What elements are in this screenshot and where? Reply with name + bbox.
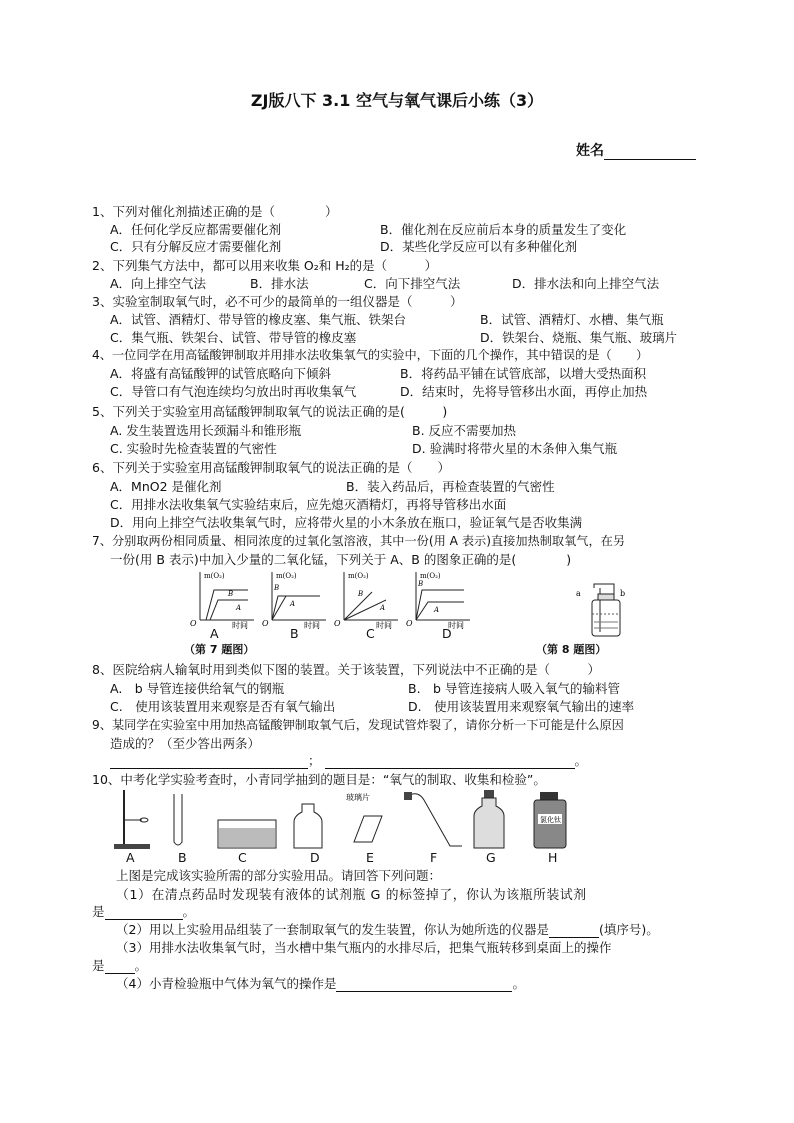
q10-part4-end: 。 xyxy=(512,976,525,991)
apparatus-a-iron-stand xyxy=(114,790,150,849)
q7-figure-caption: （第 7 题图） xyxy=(184,643,255,656)
q6-option-a: A．MnO2 是催化剂 xyxy=(110,479,222,494)
q10-part3-line1: （3）用排水法收集氧气时，当水槽中集气瓶内的水排尽后，把集气瓶转移到桌面上的操作 xyxy=(116,940,612,955)
graph-a-curve-b: B xyxy=(228,590,234,598)
q10-part1-line2 xyxy=(92,902,195,920)
graph-c-label: C xyxy=(366,626,375,641)
graph-c-xlabel: 时间 xyxy=(376,621,392,630)
q10-part1-end: 。 xyxy=(182,904,196,919)
q3-option-b: B．试管、酒精灯、水槽、集气瓶 xyxy=(480,312,664,327)
apparatus-c-trough xyxy=(218,820,276,848)
apparatus-h-tag: 氯化钛 xyxy=(540,816,561,824)
apparatus-e-tag: 玻璃片 xyxy=(346,793,370,802)
q4-stem: 4、一位同学在用高锰酸钾制取并用排水法收集氧气的实验中，下面的几个操作，其中错误的是（ ） xyxy=(92,348,649,362)
q8-option-c: C. 使用该装置用来观察是否有氧气输出 xyxy=(110,699,336,714)
q10-part1-line1: （1）在清点药品时发现装有液体的试剂瓶 G 的标签掉了，你认为该瓶所装试剂 xyxy=(116,888,587,903)
apparatus-g-label: G xyxy=(486,850,496,865)
q9-line2: 造成的？（至少答出两条） xyxy=(110,736,261,751)
q10-part4 xyxy=(116,974,525,992)
apparatus-f-label: F xyxy=(430,850,438,865)
graph-d-origin: O xyxy=(406,619,413,628)
q1-option-a: A．任何化学反应都需要催化剂 xyxy=(110,222,282,237)
q5-option-b: B. 反应不需要加热 xyxy=(412,423,517,438)
q10-part4-blank[interactable] xyxy=(336,979,512,992)
q10-part1-blank[interactable] xyxy=(105,907,183,920)
q4-option-b: B．将药品平铺在试管底部，以增大受热面积 xyxy=(400,366,647,381)
q1-stem: 1、下列对催化剂描述正确的是（ ） xyxy=(92,204,338,219)
q7-line2: 一份(用 B 表示)中加入少量的二氧化锰，下列关于 A、B 的图象正确的是( ) xyxy=(110,552,572,567)
q9-line1: 9、某同学在实验室中用加热高锰酸钾制取氧气后，发现试管炸裂了，请你分析一下可能是什么原因 xyxy=(92,718,624,732)
apparatus-h-solid-bottle xyxy=(534,792,566,848)
q10-part3-blank[interactable] xyxy=(105,961,135,974)
q10-part1-prefix: 是 xyxy=(92,904,105,919)
q2-option-c: C．向下排空气法 xyxy=(364,276,461,291)
graph-a-xlabel: 时间 xyxy=(232,621,248,630)
name-field[interactable] xyxy=(576,140,696,160)
q8-stem: 8、医院给病人输氧时用到类似下图的装置。关于该装置，下列说法中不正确的是（ ） xyxy=(92,662,600,677)
name-blank[interactable] xyxy=(604,147,696,160)
graph-b-label: B xyxy=(290,626,299,641)
q8-option-d: D. 使用该装置用来观察氧气输出的速率 xyxy=(408,699,635,714)
q2-option-d: D．排水法和向上排空气法 xyxy=(512,276,660,291)
graph-a-curve-a: A xyxy=(236,604,242,612)
q5-option-d: D. 验满时将带火星的木条伸入集气瓶 xyxy=(412,441,618,456)
q8-figure-caption: （第 8 题图） xyxy=(536,643,607,656)
apparatus-h-label: H xyxy=(548,850,558,865)
q2-option-a: A．向上排空气法 xyxy=(110,276,207,291)
apparatus-b-test-tube xyxy=(174,794,182,845)
q8-bottle-figure xyxy=(570,580,640,642)
apparatus-d-label: D xyxy=(310,850,320,865)
q2-stem: 2、下列集气方法中，都可以用来收集 O₂和 H₂的是（ ） xyxy=(92,258,438,273)
q6-stem: 6、下列关于实验室用高锰酸钾制取氧气的说法正确的是（ ） xyxy=(92,460,450,475)
graph-a xyxy=(190,572,254,630)
q5-stem: 5、下列关于实验室用高锰酸钾制取氧气的说法正确的是( ) xyxy=(92,404,448,419)
apparatus-f-delivery-tube xyxy=(404,792,462,846)
graph-b-curve-b: B xyxy=(274,584,280,592)
graph-b xyxy=(262,572,326,630)
q9-answer-blank-1[interactable] xyxy=(110,756,308,769)
graph-b-xlabel: 时间 xyxy=(304,621,320,630)
q4-option-c: C．导管口有气泡连续均匀放出时再收集氧气 xyxy=(110,384,357,399)
apparatus-e-label: E xyxy=(366,850,374,865)
apparatus-d-gas-bottle xyxy=(294,804,322,848)
q8-option-a: A. b 导管连接供给氧气的钢瓶 xyxy=(110,681,285,696)
q4-option-a: A．将盛有高锰酸钾的试管底略向下倾斜 xyxy=(110,366,332,381)
q10-part2-end: (填序号)。 xyxy=(598,922,659,937)
q4-option-d: D．结束时，先将导管移出水面，再停止加热 xyxy=(400,384,648,399)
graph-d-curve-b: B xyxy=(418,580,424,588)
q6-option-c: C．用排水法收集氧气实验结束后，应先熄灭酒精灯，再将导管移出水面 xyxy=(110,497,507,512)
graph-c-origin: O xyxy=(334,619,341,628)
graph-b-origin: O xyxy=(262,619,269,628)
q5-option-c: C. 实验时先检查装置的气密性 xyxy=(110,441,277,456)
graph-d-ylabel: m(O₂) xyxy=(420,572,441,580)
bottle-label-a: a xyxy=(576,589,581,598)
graph-d-label: D xyxy=(442,626,452,641)
q7-line1: 7、分别取两份相同质量、相同浓度的过氧化氢溶液，其中一份(用 A 表示)直接加热制取氧气，在另 xyxy=(92,534,626,548)
q9-answer-blank-2[interactable] xyxy=(325,756,575,769)
apparatus-e-glass-plate xyxy=(346,792,382,842)
graph-b-ylabel: m(O₂) xyxy=(276,572,297,580)
q5-option-a: A. 发生装置选用长颈漏斗和锥形瓶 xyxy=(110,423,302,438)
q10-apparatus-figure xyxy=(108,786,578,860)
q8-option-b: B. b 导管连接病人吸入氧气的输料管 xyxy=(408,681,620,696)
q10-stem: 10、中考化学实验考查时，小青同学抽到的题目是：“氧气的制取、收集和检验”。 xyxy=(92,772,546,787)
page-title: ZJ版八下 3.1 空气与氧气课后小练（3） xyxy=(250,91,544,110)
q3-option-c: C．集气瓶、铁架台、试管、带导管的橡皮塞 xyxy=(110,330,357,345)
graph-c-curve-b: B xyxy=(358,590,364,598)
bottle-label-b: b xyxy=(620,589,626,598)
q9-end: 。 xyxy=(574,753,588,768)
q3-option-d: D．铁架台、烧瓶、集气瓶、玻璃片 xyxy=(480,330,678,345)
apparatus-a-label: A xyxy=(126,850,135,865)
q10-part2 xyxy=(116,920,659,938)
q6-option-d: D．用向上排空气法收集氧气时，应将带火星的小木条放在瓶口，验证氧气是否收集满 xyxy=(110,515,583,530)
q9-answer-line[interactable] xyxy=(110,751,587,769)
q10-intro: 上图是完成该实验所需的部分实验用品。请回答下列问题： xyxy=(116,868,442,883)
q10-part3-end: 。 xyxy=(134,958,148,973)
q1-option-c: C．只有分解反应才需要催化剂 xyxy=(110,239,282,254)
apparatus-c-label: C xyxy=(238,850,247,865)
q10-part2-text: （2）用以上实验用品组装了一套制取氧气的发生装置，你认为她所选的仪器是 xyxy=(116,922,549,937)
q7-graphs xyxy=(180,566,480,638)
graph-d-curve-a: A xyxy=(434,606,440,614)
q3-option-a: A．试管、酒精灯、带导管的橡皮塞、集气瓶、铁架台 xyxy=(110,312,407,327)
graph-b-curve-a: A xyxy=(290,600,296,608)
graph-a-ylabel: m(O₂) xyxy=(204,572,225,580)
q3-stem: 3、实验室制取氧气时，必不可少的最简单的一组仪器是（ ） xyxy=(92,294,463,309)
graph-c xyxy=(334,572,398,630)
q1-option-b: B．催化剂在反应前后本身的质量发生了变化 xyxy=(380,222,627,237)
q10-part2-blank[interactable] xyxy=(549,925,599,938)
graph-c-curve-a: A xyxy=(380,604,386,612)
q10-part3-prefix: 是 xyxy=(92,958,105,973)
apparatus-g-reagent-bottle xyxy=(474,790,504,848)
q10-part4-text: （4）小青检验瓶中气体为氧气的操作是 xyxy=(116,976,337,991)
graph-d xyxy=(406,572,470,630)
graph-a-origin: O xyxy=(190,619,197,628)
graph-d-xlabel: 时间 xyxy=(448,621,464,630)
q6-option-b: B．装入药品后，再检查装置的气密性 xyxy=(346,479,555,494)
graph-c-ylabel: m(O₂) xyxy=(348,572,369,580)
q2-option-b: B．排水法 xyxy=(250,276,309,291)
apparatus-b-label: B xyxy=(178,850,187,865)
q1-option-d: D．某些化学反应可以有多种催化剂 xyxy=(380,239,578,254)
graph-a-label: A xyxy=(210,626,219,641)
q9-separator: ； xyxy=(308,753,321,768)
q10-part3-line2 xyxy=(92,956,147,974)
name-label: 姓名 xyxy=(576,143,604,159)
